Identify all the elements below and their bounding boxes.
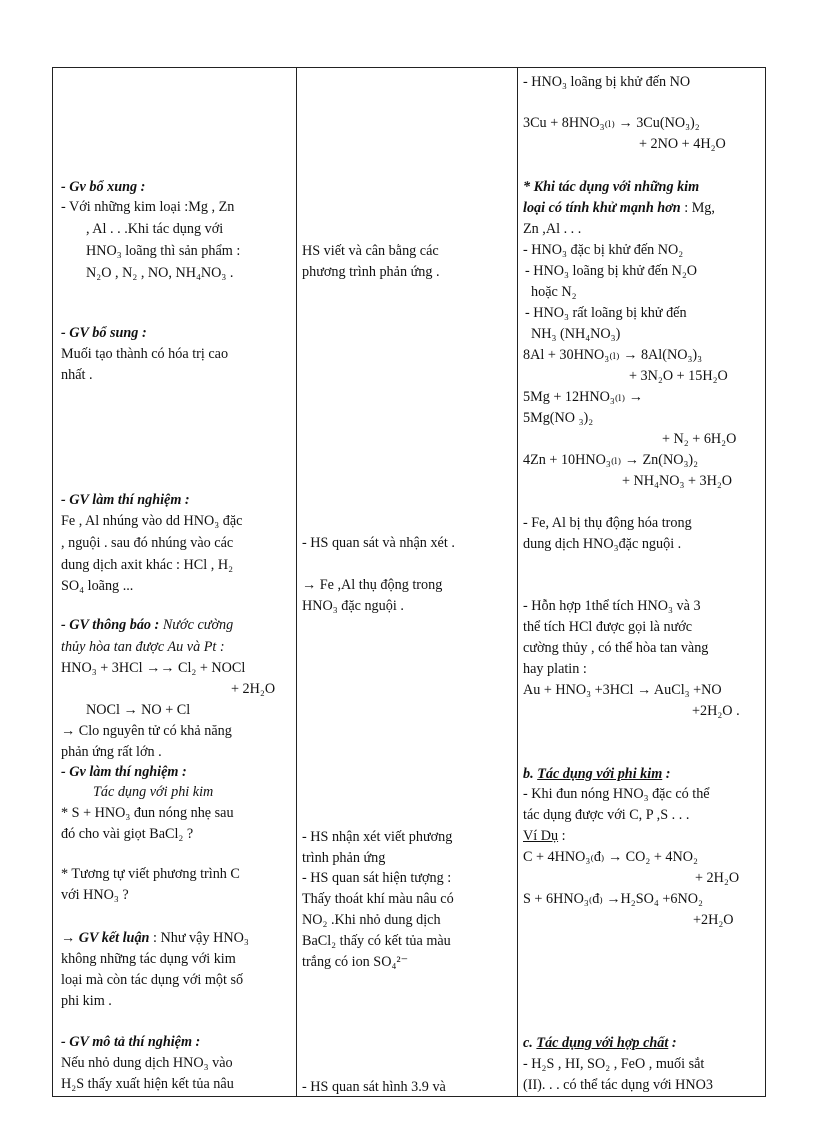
gv-bo-xung-heading: - Gv bổ xung : [61,179,146,195]
text-line: Zn ,Al . . . [523,221,582,237]
text-line: Nếu nhỏ dung dịch HNO₃ vào [61,1055,233,1071]
equation: +2H₂O . [692,703,740,719]
kim-loai-bold: loại có tính khử mạnh hơn [523,200,681,216]
text-line: thể tích HCl được gọi là nước [523,619,693,635]
text-line: SO₄ loãng ... [61,578,134,594]
equation: 5Mg(NO ₃)₂ [523,410,594,426]
text-line: không những tác dụng với kim [61,951,236,967]
text-line: - HS quan sát hiện tượng : [302,870,452,886]
section-title: Tác dụng với phi kim [537,766,663,782]
lesson-table [52,67,766,1097]
equation: S + 6HNO₃₍đ₎ →H₂SO₄ +6NO₂ [523,891,703,907]
text-line: phương trình phản ứng . [302,264,440,280]
kim-loai-line [523,199,715,218]
text-line: Muối tạo thành có hóa trị cao [61,346,229,362]
text-line: → Fe ,Al thụ động trong [302,577,443,593]
equation: NOCl → NO + Cl [86,702,191,718]
text-line: → Clo nguyên tử có khả năng [61,723,232,739]
text-line: NH₃ (NH₄NO₃) [531,326,621,342]
text-line: (II). . . có thể tác dụng với HNO3 [523,1077,713,1093]
text-line: đó cho vài giọt BaCl₂ ? [61,826,194,842]
vi-du-label: Ví Dụ [523,828,559,844]
text-line: BaCl₂ thấy có kết tủa màu [302,933,451,949]
student-activity-column [296,68,517,1096]
text-line: phản ứng rất lớn . [61,744,162,760]
lesson-content-column [517,68,767,1096]
text-line: - Khi đun nóng HNO₃ đặc có thể [523,786,710,802]
text-line: phi kim . [61,993,112,1009]
equation: + N₂ + 6H₂O [662,431,737,447]
equation: 5Mg + 12HNO₃₍ₗ₎ → [523,389,643,405]
section-heading-hop-chat [523,1034,677,1053]
text-line: , Al . . .Khi tác dụng với [86,221,224,237]
text-line: với HNO₃ ? [61,887,129,903]
text-line: NO₂ .Khi nhỏ dung dịch [302,912,441,928]
subheading: Tác dụng với phi kim [93,784,214,800]
vi-du-colon: : [561,828,566,844]
ket-luan-line [61,929,249,948]
text-line: - Fe, Al bị thụ động hóa trong [523,515,692,531]
text-line: loại mà còn tác dụng với một số [61,972,244,988]
text-line: thủy hòa tan được Au và Pt : [61,639,225,655]
gv-bo-sung-heading: - GV bổ sung : [61,325,147,341]
equation: + 2NO + 4H₂O [639,136,726,152]
section-colon: : [671,1035,677,1051]
text-line: Fe , Al nhúng vào dd HNO₃ đặc [61,513,243,529]
text-line: HNO₃ đặc nguội . [302,598,404,614]
teacher-activity-column [53,68,296,1096]
equation: + 3N₂O + 15H₂O [629,368,728,384]
section-heading-phi-kim [523,765,671,784]
text-line: tác dụng được với C, P ,S . . . [523,807,690,823]
equation: Au + HNO₃ +3HCl → AuCl₃ +NO [523,682,722,698]
text-line: Thấy thoát khí màu nâu có [302,891,454,907]
section-title: Tác dụng với hợp chất [536,1035,669,1051]
text-line: dung dịch axit khác : HCl , H₂ [61,557,234,573]
equation: 3Cu + 8HNO₃₍ₗ₎ → 3Cu(NO₃)₂ [523,115,700,131]
text-line: - HNO₃ loãng bị khử đến NO [523,74,691,90]
section-letter: b. [523,766,534,782]
text-line: hay platin : [523,661,587,677]
text-line: - Hỗn hợp 1thể tích HNO₃ và 3 [523,598,701,614]
vi-du-line [523,827,566,846]
equation: HNO₃ + 3HCl →→ Cl₂ + NOCl [61,660,246,676]
text-line: cường thủy , có thể hòa tan vàng [523,640,709,656]
ket-luan-text: : Như vậy HNO₃ [152,930,249,946]
text-line: - HNO₃ loãng bị khử đến N₂O [525,263,698,279]
text-line: trình phản ứng [302,850,386,866]
equation: + 2H₂O [695,870,740,886]
text-line: * S + HNO₃ đun nóng nhẹ sau [61,805,234,821]
equation: + NH₄NO₃ + 3H₂O [622,473,733,489]
text-line: - HNO₃ đặc bị khử đến NO₂ [523,242,684,258]
gv-thong-bao-text: Nước cường [162,617,234,633]
kim-loai-list: : Mg, [684,200,715,216]
equation: 8Al + 30HNO₃₍ₗ₎ → 8Al(NO₃)₃ [523,347,703,363]
text-line: hoặc N₂ [531,284,577,300]
gv-thong-bao-label: - GV thông báo : [61,617,160,633]
text-line: - HS quan sát và nhận xét . [302,535,455,551]
section-colon: : [665,766,671,782]
equation: 4Zn + 10HNO₃₍ₗ₎ → Zn(NO₃)₂ [523,452,699,468]
gv-mo-ta-heading: - GV mô tả thí nghiệm : [61,1034,201,1050]
text-line: - HNO₃ rất loãng bị khử đến [525,305,687,321]
gv-thi-nghiem-heading: - Gv làm thí nghiệm : [61,764,187,780]
text-line: H₂S thấy xuất hiện kết tủa nâu [61,1076,234,1092]
text-line: * Tương tự viết phương trình C [61,866,240,882]
text-line: trắng có ion SO₄²⁻ [302,954,409,970]
ket-luan-label: → GV kết luận [61,930,150,946]
text-line: - HS quan sát hình 3.9 và [302,1079,446,1095]
text-line: HS viết và cân bằng các [302,243,439,259]
text-line: N₂O , N₂ , NO, NH₄NO₃ . [86,265,234,281]
text-line: - Với những kim loại :Mg , Zn [61,199,235,215]
text-line: dung dịch HNO₃đặc nguội . [523,536,682,552]
equation: +2H₂O [693,912,734,928]
gv-thi-nghiem-heading: - GV làm thí nghiệm : [61,492,190,508]
text-line: * Khi tác dụng với những kim [523,179,700,195]
text-line: - H₂S , HI, SO₂ , FeO , muối sắt [523,1056,705,1072]
gv-thong-bao-line [61,616,233,635]
text-line: , nguội . sau đó nhúng vào các [61,535,234,551]
text-line: HNO₃ loãng thì sản phẩm : [86,243,241,259]
equation: C + 4HNO₃₍đ₎ → CO₂ + 4NO₂ [523,849,698,865]
text-line: - HS nhận xét viết phương [302,829,453,845]
text-line: nhất . [61,367,93,383]
section-letter: c. [523,1035,533,1051]
equation: + 2H₂O [231,681,276,697]
